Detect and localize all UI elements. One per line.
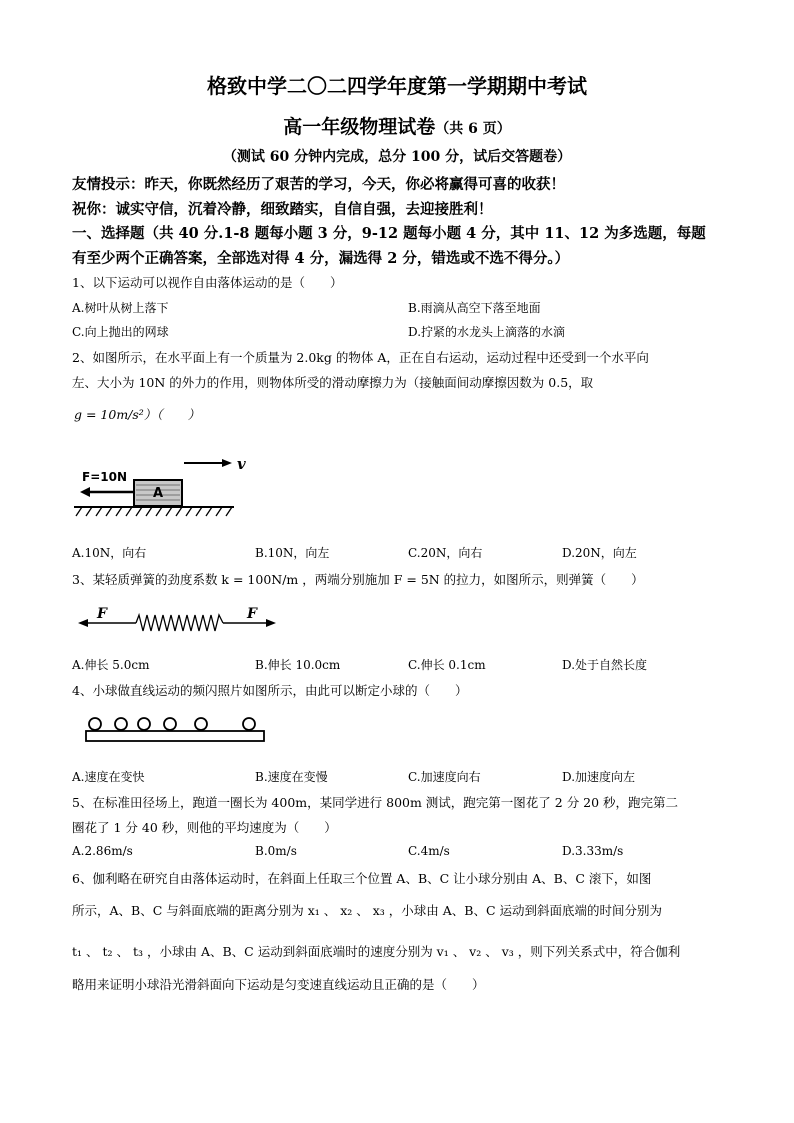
q3-right-force-label: F <box>247 606 257 622</box>
q5-option-c: C.4m/s <box>408 844 450 858</box>
good-wish: 祝你：诚实守信，沉着冷静，细致踏实，自信自强，去迎接胜利！ <box>72 201 493 218</box>
q6-stem-line4: 略用来证明小球沿光滑斜面向下运动是匀变速直线运动且正确的是（ ） <box>72 977 485 992</box>
q5-option-a: A.2.86m/s <box>72 844 133 858</box>
q1-stem: 1、以下运动可以视作自由落体运动的是（ ） <box>72 275 343 290</box>
exam-instructions: （测试 60 分钟内完成，总分 100 分，试后交答题卷） <box>222 149 572 165</box>
section1-heading-line2: 有至少两个正确答案，全部选对得 4 分，漏选得 2 分，错选或不选不得分。） <box>72 250 570 267</box>
q4-option-b: B.速度在变慢 <box>255 770 328 784</box>
q1-option-d: D.拧紧的水龙头上滴落的水滴 <box>408 325 566 339</box>
q4-option-c: C.加速度向右 <box>408 770 481 784</box>
section1-heading-line1: 一、选择题（共 40 分.1-8 题每小题 3 分，9-12 题每小题 4 分，其中 11、12 为多选题，每题 <box>72 225 706 242</box>
q5-option-d: D.3.33m/s <box>562 844 624 858</box>
q2-option-a: A.10N，向右 <box>72 546 147 560</box>
q4-option-d: D.加速度向左 <box>562 770 636 784</box>
q6-stem-line1: 6、伽利略在研究自由落体运动时，在斜面上任取三个位置 A、B、C 让小球分别由 A、B、C 滚下，如图 <box>72 871 652 886</box>
q6-stem-line3: t₁ 、 t₂ 、 t₃ ，小球由 A、B、C 运动到斜面底端时的速度分别为 v₁ 、 v₂ 、 v₃ ，则下列关系式中，符合伽利 <box>72 944 681 959</box>
q3-left-force-label: F <box>97 606 107 622</box>
q3-option-c: C.伸长 0.1cm <box>408 658 486 672</box>
q4-option-a: A.速度在变快 <box>72 770 145 784</box>
q4-stem: 4、小球做直线运动的频闪照片如图所示，由此可以断定小球的（ ） <box>72 683 468 698</box>
q3-option-d: D.处于自然长度 <box>562 658 648 672</box>
subject-title: 高一年级物理试卷 <box>283 116 436 138</box>
q5-stem-line2: 圈花了 1 分 40 秒，则他的平均速度为（ ） <box>72 820 337 835</box>
q2-option-d: D.20N，向左 <box>562 546 637 560</box>
q2-block-label: A <box>153 486 164 501</box>
q2-stem-line1: 2、如图所示，在水平面上有一个质量为 2.0kg 的物体 A，正在自右运动，运动过程中还受到一个水平向 <box>72 350 649 365</box>
q5-option-b: B.0m/s <box>255 844 297 858</box>
q3-stem: 3、某轻质弹簧的劲度系数 k = 100N/m ，两端分别施加 F = 5N 的拉力，如图所示，则弹簧（ ） <box>72 572 644 587</box>
q2-stem-line2: 左、大小为 10N 的外力的作用，则物体所受的滑动摩擦力为（接触面间动摩擦因数为 0.5，取 <box>72 375 594 390</box>
q1-option-b: B.雨滴从高空下落至地面 <box>408 301 541 315</box>
friendly-tip: 友情投示：昨天，你既然经历了艰苦的学习，今天，你必将赢得可喜的收获！ <box>72 176 565 193</box>
q1-option-c: C.向上抛出的网球 <box>72 325 169 339</box>
q2-velocity-label: v <box>237 455 246 473</box>
exam-title: 格致中学二〇二四学年度第一学期期中考试 <box>207 74 587 98</box>
q2-stem-line3: g = 10m/s²）（ ） <box>74 407 201 422</box>
q4-strobe-figure <box>86 714 266 746</box>
q2-option-b: B.10N，向左 <box>255 546 330 560</box>
q2-force-label: F=10N <box>82 470 127 484</box>
paper-subtitle <box>0 112 794 139</box>
q5-stem-line1: 5、在标准田径场上，跑道一圈长为 400m，某同学进行 800m 测试，跑完第一图花了 2 分 20 秒，跑完第二 <box>72 795 679 810</box>
q6-stem-line2: 所示，A、B、C 与斜面底端的距离分别为 x₁ 、 x₂ 、 x₃ ，小球由 A、B、C 运动到斜面底端的时间分别为 <box>72 903 662 918</box>
q2-option-c: C.20N，向右 <box>408 546 483 560</box>
page-count: （共 6 页） <box>435 121 511 137</box>
q1-option-a: A.树叶从树上落下 <box>72 301 169 315</box>
q3-option-b: B.伸长 10.0cm <box>255 658 341 672</box>
q3-option-a: A.伸长 5.0cm <box>72 658 150 672</box>
